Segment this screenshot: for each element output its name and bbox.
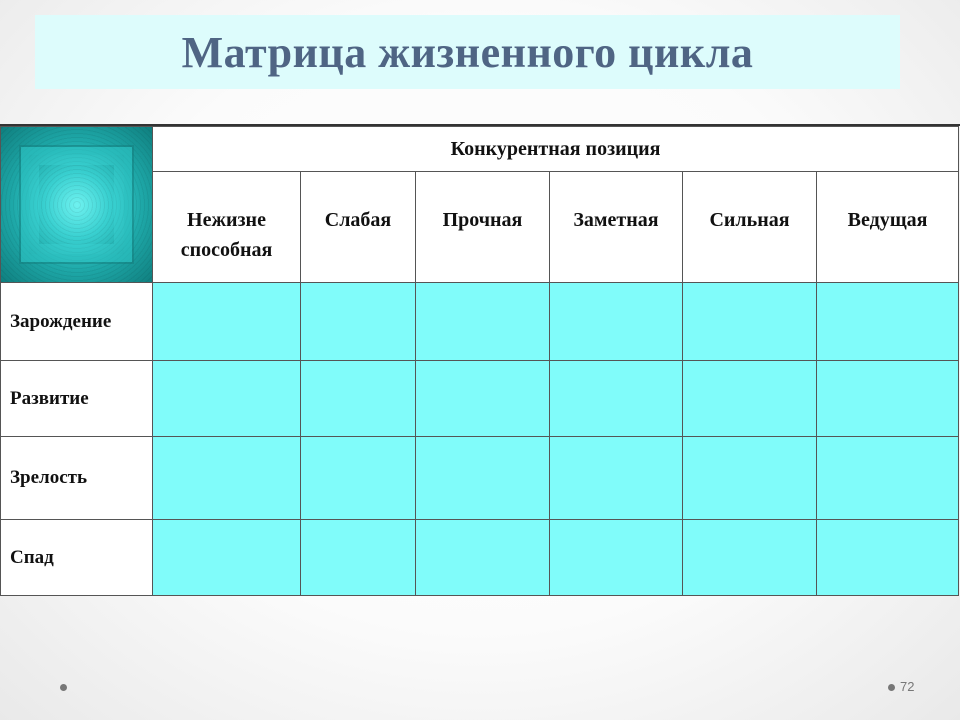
matrix-cell — [683, 520, 817, 596]
matrix-cell — [416, 361, 550, 437]
title-band — [35, 15, 900, 89]
column-header-nonviable-line2: способная — [180, 239, 273, 261]
life-cycle-matrix — [0, 126, 959, 596]
slide-title: Матрица жизненного цикла — [181, 27, 754, 77]
matrix-cell — [301, 520, 416, 596]
matrix-cell — [550, 361, 683, 437]
column-header-nonviable-line1: Нежизне — [187, 209, 266, 231]
bullet-left-dot — [60, 684, 67, 691]
corner-decoration — [1, 127, 153, 283]
matrix-cell — [817, 520, 959, 596]
matrix-cell — [683, 361, 817, 437]
matrix-cell — [416, 520, 550, 596]
corner-square-pattern — [19, 145, 134, 264]
matrix-cell — [416, 283, 550, 361]
group-header-competitive-position: Конкурентная позиция — [153, 127, 959, 172]
bullet-right-dot — [888, 684, 895, 691]
matrix-cell — [153, 437, 301, 520]
column-header-strong: Сильная — [683, 172, 817, 283]
matrix-cell — [301, 283, 416, 361]
matrix-cell — [817, 437, 959, 520]
matrix-cell — [416, 437, 550, 520]
matrix-cell — [301, 361, 416, 437]
matrix-cell — [817, 283, 959, 361]
matrix-cell — [550, 520, 683, 596]
matrix-cell — [153, 283, 301, 361]
matrix-cell — [817, 361, 959, 437]
matrix-cell — [550, 437, 683, 520]
matrix-cell — [550, 283, 683, 361]
matrix-cell — [683, 283, 817, 361]
column-header-leading: Ведущая — [817, 172, 959, 283]
page-number: 72 — [900, 679, 915, 694]
matrix-cell — [301, 437, 416, 520]
column-header-weak: Слабая — [301, 172, 416, 283]
matrix-cell — [153, 361, 301, 437]
row-header-maturity: Зрелость — [1, 437, 153, 520]
row-header-decline: Спад — [1, 520, 153, 596]
matrix-cell — [683, 437, 817, 520]
column-header-strong-position: Прочная — [416, 172, 550, 283]
column-header-noticeable: Заметная — [550, 172, 683, 283]
column-header-nonviable — [153, 172, 301, 283]
row-header-development: Развитие — [1, 361, 153, 437]
row-header-emergence: Зарождение — [1, 283, 153, 361]
matrix-cell — [153, 520, 301, 596]
